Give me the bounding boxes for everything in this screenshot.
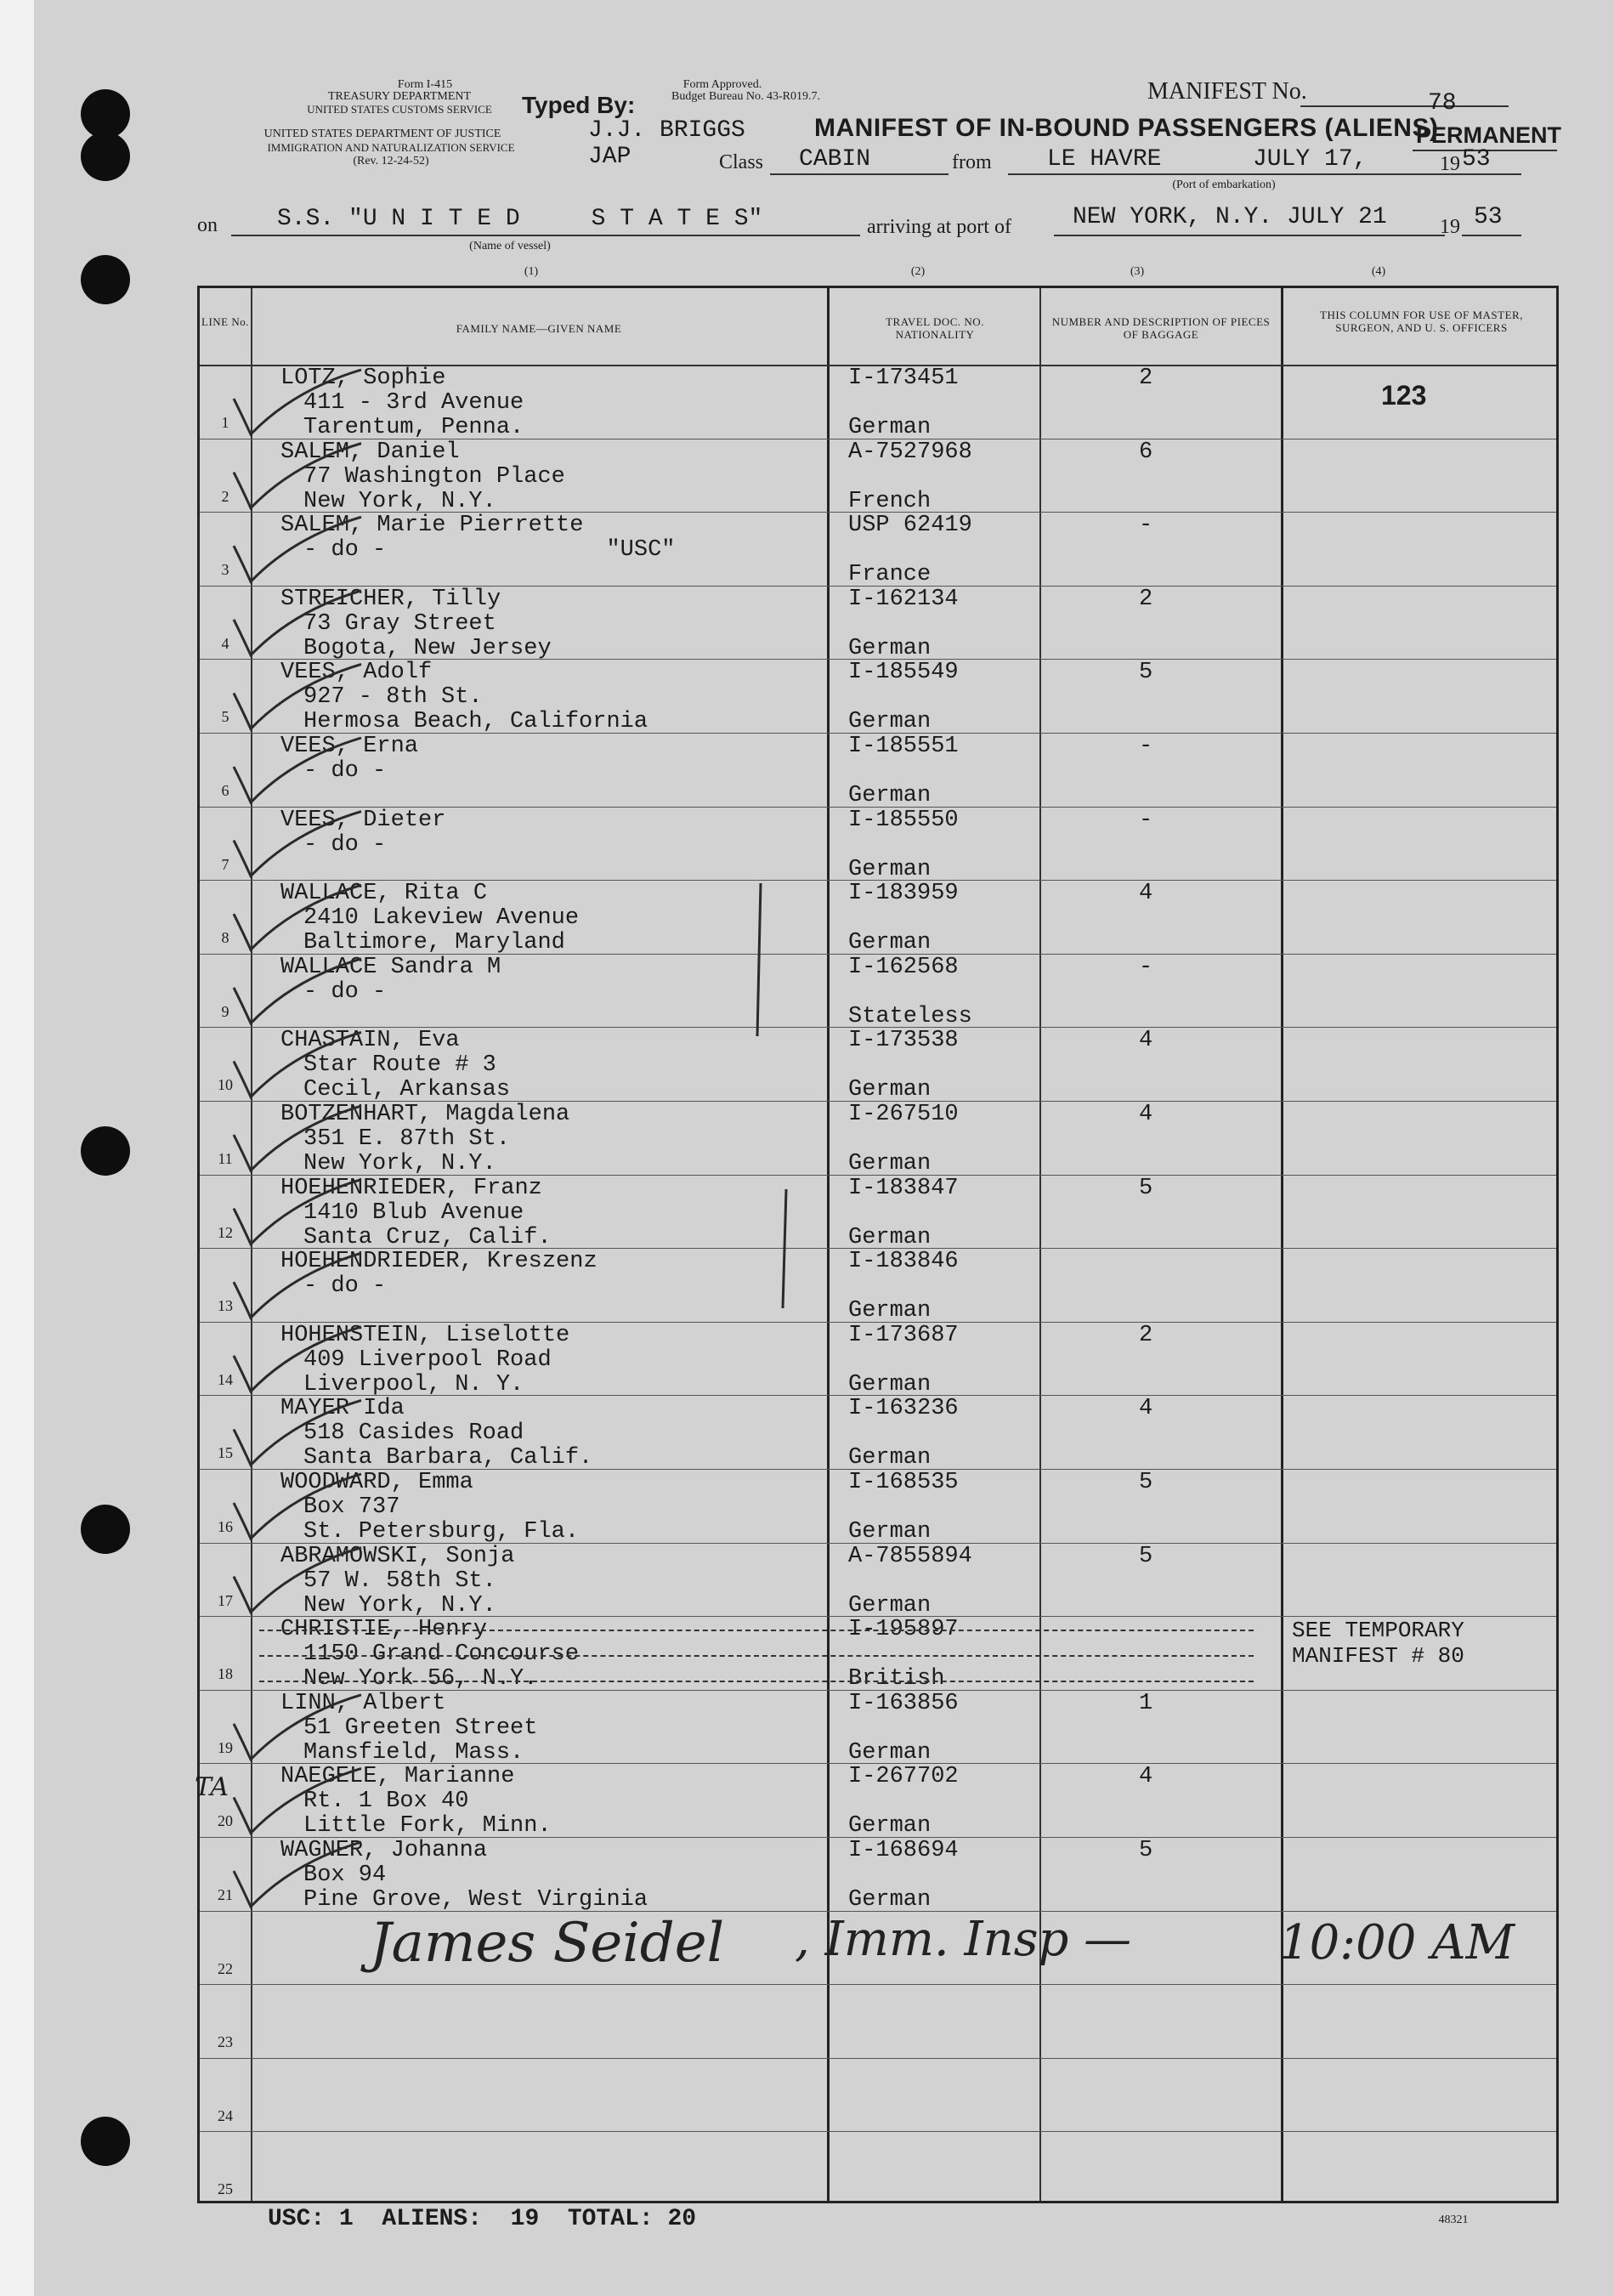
passenger-address: - do -: [303, 758, 387, 784]
line-number: 21: [218, 1886, 233, 1903]
passenger-address: 409 Liverpool Road: [303, 1346, 552, 1373]
travel-doc-number: I-163856: [848, 1690, 959, 1716]
embark-port: LE HAVRE: [1047, 146, 1162, 173]
passenger-city: Santa Barbara, Calif.: [303, 1445, 593, 1471]
manifest-title: MANIFEST OF IN-BOUND PASSENGERS (ALIENS): [814, 114, 1439, 142]
passenger-address: 1150 Grand Concourse: [303, 1641, 580, 1668]
line-number: 7: [221, 855, 229, 873]
vessel-underline: [231, 235, 860, 236]
line-number: 3: [221, 561, 229, 579]
line-number: 19: [218, 1738, 233, 1756]
totals-line: USC: 1 ALIENS: 19 TOTAL: 20: [268, 2206, 697, 2232]
check-mark: [234, 1400, 361, 1465]
line-number: 16: [218, 1518, 233, 1535]
travel-doc-number: I-183847: [848, 1175, 959, 1201]
passenger-name: HOEHENRIEDER, Franz: [280, 1175, 542, 1201]
check-mark: [234, 1327, 361, 1392]
header-name: FAMILY NAME—GIVEN NAME: [456, 322, 622, 335]
travel-doc-number: I-185551: [848, 734, 959, 759]
passenger-address: - do -: [303, 1273, 387, 1300]
passenger-city: Baltimore, Maryland: [303, 930, 565, 956]
typed-by-initials: JAP: [588, 144, 631, 170]
nationality: German: [848, 415, 932, 440]
travel-doc-number: I-173451: [848, 366, 959, 391]
passenger-address: - do -: [303, 978, 387, 1005]
dept-immigration: IMMIGRATION AND NATURALIZATION SERVICE: [267, 141, 515, 154]
temporary-note-1: SEE TEMPORARY: [1292, 1618, 1464, 1643]
nationality: German: [848, 1592, 932, 1619]
check-mark: [234, 1180, 361, 1244]
passenger-name: HOHENSTEIN, Liselotte: [280, 1322, 570, 1348]
nationality: German: [848, 1813, 932, 1840]
passenger-name: WAGNER, Johanna: [280, 1838, 488, 1863]
passenger-city: New York, N.Y.: [303, 1151, 496, 1176]
passenger-city: Bogota, New Jersey: [303, 635, 552, 661]
manifest-table: [197, 286, 1559, 2203]
pen-stroke: [783, 1189, 786, 1308]
manifest-label: MANIFEST No.: [1147, 78, 1307, 105]
check-mark: [234, 517, 361, 581]
passenger-name: LOTZ, Sophie: [280, 366, 446, 391]
passenger-address: Rt. 1 Box 40: [303, 1789, 469, 1815]
line-number: 1: [221, 414, 229, 431]
passenger-address: 351 E. 87th St.: [303, 1126, 511, 1152]
nationality: German: [848, 1739, 932, 1766]
passenger-address: 518 Casides Road: [303, 1420, 524, 1447]
baggage-count: 2: [1139, 1322, 1153, 1348]
signature-name: James Seidel: [370, 1912, 725, 1975]
punch-hole: [81, 2117, 130, 2166]
check-marks: [200, 288, 1560, 2201]
line-number: 25: [218, 2180, 233, 2198]
arrival-year-prefix: 19: [1440, 216, 1460, 238]
baggage-count: 4: [1139, 881, 1153, 907]
manifest-underline: [1300, 105, 1509, 107]
baggage-count: 1: [1139, 1690, 1153, 1716]
passenger-name: HOEHENDRIEDER, Kreszenz: [280, 1249, 597, 1275]
passenger-address: 1410 Blub Avenue: [303, 1199, 524, 1226]
baggage-count: 2: [1139, 366, 1153, 391]
travel-doc-number: I-173687: [848, 1322, 959, 1348]
line-number: 6: [221, 782, 229, 799]
baggage-count: -: [1139, 734, 1153, 759]
passenger-city: Little Fork, Minn.: [303, 1813, 552, 1840]
punch-hole: [81, 1126, 130, 1176]
line-number: 15: [218, 1444, 233, 1462]
col-number-3: (3): [1130, 265, 1145, 278]
line-number: 20: [218, 1812, 233, 1830]
nationality: German: [848, 709, 932, 735]
margin-initials: TA: [195, 1772, 229, 1802]
passenger-name: SALEM, Daniel: [280, 439, 460, 465]
inspector-title-handwritten: , Imm. Insp —: [795, 1912, 1132, 1967]
passenger-name: VEES, Adolf: [280, 660, 433, 686]
passenger-name: MAYER Ida: [280, 1396, 405, 1422]
check-mark: [234, 959, 361, 1023]
baggage-count: 4: [1139, 1764, 1153, 1790]
punch-hole: [81, 1505, 130, 1554]
embark-year: 53: [1462, 146, 1491, 173]
line-number: 11: [218, 1150, 233, 1167]
nationality: German: [848, 1077, 932, 1103]
manifest-number: 78: [1428, 90, 1457, 116]
check-mark: [234, 1106, 361, 1171]
nationality: German: [848, 1224, 932, 1250]
baggage-count: 6: [1139, 439, 1153, 465]
class-label: Class: [719, 151, 764, 173]
check-mark: [234, 885, 361, 950]
permanent-label: PERMANENT: [1416, 122, 1562, 148]
passenger-address: 77 Washington Place: [303, 463, 565, 490]
baggage-count: -: [1139, 807, 1153, 833]
travel-doc-number: I-162568: [848, 954, 959, 980]
passenger-address: 927 - 8th St.: [303, 684, 483, 711]
line-number: 23: [218, 2033, 233, 2051]
check-mark: [234, 444, 361, 508]
arrival-port-date: NEW YORK, N.Y. JULY 21: [1073, 204, 1387, 230]
baggage-count: -: [1139, 954, 1153, 980]
nationality: German: [848, 1298, 932, 1324]
check-mark: [234, 1548, 361, 1613]
on-label: on: [197, 214, 218, 236]
col-number-2: (2): [910, 265, 926, 278]
travel-doc-number: A-7855894: [848, 1543, 972, 1569]
temporary-note-2: MANIFEST # 80: [1292, 1643, 1464, 1669]
line-number: 13: [218, 1297, 233, 1315]
signature-time: 10:00 AM: [1279, 1915, 1515, 1970]
baggage-count: -: [1139, 513, 1153, 539]
nationality: German: [848, 1371, 932, 1397]
line-number: 8: [221, 929, 229, 947]
typed-by-label: Typed By:: [522, 92, 636, 118]
vessel-name: S.S. "U N I T E D S T A T E S": [277, 206, 763, 232]
form-revision: (Rev. 12-24-52): [353, 155, 429, 167]
arrival-year: 53: [1474, 204, 1503, 230]
baggage-count: 4: [1139, 1102, 1153, 1127]
passenger-city: New York, N.Y.: [303, 1592, 496, 1619]
travel-doc-number: I-183846: [848, 1249, 959, 1275]
arriving-label: arriving at port of: [867, 216, 1011, 238]
travel-doc-number: I-162134: [848, 586, 959, 612]
passenger-address: 73 Gray Street: [303, 610, 496, 637]
travel-doc-number: I-185550: [848, 807, 959, 833]
header-line-no: LINE No.: [201, 315, 249, 328]
check-mark: [234, 1695, 361, 1760]
passenger-name: WALLACE Sandra M: [280, 954, 501, 980]
nationality: Stateless: [848, 1003, 972, 1029]
travel-doc-number: I-185549: [848, 660, 959, 686]
line-number: 17: [218, 1591, 233, 1609]
baggage-count: 5: [1139, 1175, 1153, 1201]
passenger-name: VEES, Erna: [280, 734, 419, 759]
passenger-address: - do -: [303, 831, 387, 858]
passenger-address: - do - "USC": [303, 537, 676, 564]
line-number: 10: [218, 1076, 233, 1094]
travel-doc-number: I-163236: [848, 1396, 959, 1422]
check-mark: [234, 1253, 361, 1318]
passenger-city: Pine Grove, West Virginia: [303, 1887, 648, 1913]
passenger-city: New York 56, N.Y.: [303, 1666, 538, 1692]
passenger-city: Hermosa Beach, California: [303, 709, 648, 735]
travel-doc-number: I-168535: [848, 1470, 959, 1495]
passenger-city: Liverpool, N. Y.: [303, 1371, 524, 1397]
line-number: 14: [218, 1370, 233, 1388]
arrival-year-underline: [1462, 235, 1521, 236]
dept-justice: UNITED STATES DEPARTMENT OF JUSTICE: [263, 128, 501, 140]
check-mark: [234, 1842, 361, 1907]
passenger-address: 2410 Lakeview Avenue: [303, 905, 580, 932]
passenger-city: Tarentum, Penna.: [303, 415, 524, 440]
class-underline: [770, 173, 949, 175]
baggage-count: 2: [1139, 586, 1153, 612]
dept-customs: UNITED STATES CUSTOMS SERVICE: [307, 103, 492, 116]
passenger-address: 411 - 3rd Avenue: [303, 390, 524, 416]
passenger-address: Box 737: [303, 1494, 400, 1520]
travel-doc-number: A-7527968: [848, 439, 972, 465]
check-mark: [234, 1474, 361, 1539]
port-caption: (Port of embarkation): [1172, 179, 1276, 191]
nationality: German: [848, 635, 932, 661]
punch-hole: [81, 255, 130, 304]
nationality: German: [848, 1445, 932, 1471]
travel-doc-number: USP 62419: [848, 513, 972, 539]
passenger-city: Mansfield, Mass.: [303, 1739, 524, 1766]
passenger-name: VEES, Dieter: [280, 807, 446, 833]
arrival-underline: [1054, 235, 1445, 236]
baggage-count: 4: [1139, 1028, 1153, 1054]
print-code: 48321: [1438, 2214, 1469, 2226]
passenger-name: ABRAMOWSKI, Sonja: [280, 1543, 515, 1569]
passenger-name: WALLACE, Rita C: [280, 881, 488, 907]
embark-year-prefix: 19: [1440, 153, 1460, 175]
check-mark: [234, 1768, 361, 1833]
travel-doc-number: I-173538: [848, 1028, 959, 1054]
check-mark: [234, 664, 361, 728]
passenger-name: CHRISTIE, Henry: [280, 1617, 488, 1643]
vessel-caption: (Name of vessel): [469, 240, 551, 252]
form-number: Form I-415: [397, 78, 453, 91]
header-travel-doc: TRAVEL DOC. NO. NATIONALITY: [886, 315, 984, 341]
passenger-city: Cecil, Arkansas: [303, 1077, 511, 1103]
typed-by-name: J.J. BRIGGS: [588, 117, 745, 144]
col-number-4: (4): [1371, 265, 1386, 278]
nationality: German: [848, 1519, 932, 1545]
travel-doc-number: I-195897: [848, 1617, 959, 1643]
baggage-count: 5: [1139, 1470, 1153, 1495]
passenger-address: Star Route # 3: [303, 1052, 496, 1079]
col-number-1: (1): [524, 265, 539, 278]
passenger-name: WOODWARD, Emma: [280, 1470, 473, 1495]
travel-doc-number: I-267702: [848, 1764, 959, 1790]
check-mark: [234, 370, 361, 434]
passenger-name: NAEGELE, Marianne: [280, 1764, 515, 1790]
nationality: British: [848, 1666, 945, 1692]
nationality: German: [848, 783, 932, 808]
passenger-name: LINN, Albert: [280, 1690, 446, 1716]
travel-doc-number: I-183959: [848, 881, 959, 907]
line-number: 5: [221, 708, 229, 726]
check-mark: [234, 591, 361, 655]
line-number: 9: [221, 1002, 229, 1020]
passenger-name: SALEM, Marie Pierrette: [280, 513, 584, 539]
line-number: 2: [221, 487, 229, 505]
check-mark: [234, 1032, 361, 1097]
passenger-name: BOTZENHART, Magdalena: [280, 1102, 570, 1127]
form-approved: Form Approved.: [682, 78, 762, 91]
check-mark: [234, 738, 361, 802]
nationality: German: [848, 1151, 932, 1176]
passenger-city: New York, N.Y.: [303, 488, 496, 514]
budget-bureau: Budget Bureau No. 43-R019.7.: [671, 90, 820, 103]
passenger-city: Santa Cruz, Calif.: [303, 1224, 552, 1250]
baggage-count: 5: [1139, 1838, 1153, 1863]
passenger-address: Box 94: [303, 1862, 387, 1888]
embark-date: JULY 17,: [1253, 146, 1368, 173]
baggage-count: 5: [1139, 1543, 1153, 1569]
nationality: French: [848, 488, 932, 514]
passenger-name: CHASTAIN, Eva: [280, 1028, 460, 1054]
pen-stroke: [757, 883, 761, 1036]
embark-year-underline: [1462, 173, 1521, 175]
nationality: German: [848, 856, 932, 882]
punch-hole: [81, 132, 130, 181]
from-label: from: [952, 151, 992, 173]
baggage-count: 5: [1139, 660, 1153, 686]
check-mark: [234, 812, 361, 876]
nationality: German: [848, 930, 932, 956]
nationality: German: [848, 1887, 932, 1913]
header-baggage: NUMBER AND DESCRIPTION OF PIECES OF BAGGAGE: [1051, 315, 1271, 341]
line-number: 22: [218, 1959, 233, 1977]
travel-doc-number: I-267510: [848, 1102, 959, 1127]
passenger-address: 57 W. 58th St.: [303, 1568, 496, 1594]
passenger-city: St. Petersburg, Fla.: [303, 1519, 580, 1545]
line-number: 24: [218, 2106, 233, 2124]
dept-treasury: TREASURY DEPARTMENT: [327, 90, 472, 103]
nationality: France: [848, 562, 932, 588]
line-number: 18: [218, 1665, 233, 1683]
class-value: CABIN: [799, 146, 871, 173]
officer-number: 123: [1381, 380, 1427, 411]
passenger-name: STREICHER, Tilly: [280, 586, 501, 612]
baggage-count: 4: [1139, 1396, 1153, 1422]
line-number: 12: [218, 1223, 233, 1241]
passenger-address: 51 Greeten Street: [303, 1715, 538, 1741]
travel-doc-number: I-168694: [848, 1838, 959, 1863]
line-number: 4: [221, 634, 229, 652]
header-officers: THIS COLUMN FOR USE OF MASTER, SURGEON, AND U. S. OFFICERS: [1320, 309, 1523, 334]
scan-edge: [0, 0, 34, 2296]
